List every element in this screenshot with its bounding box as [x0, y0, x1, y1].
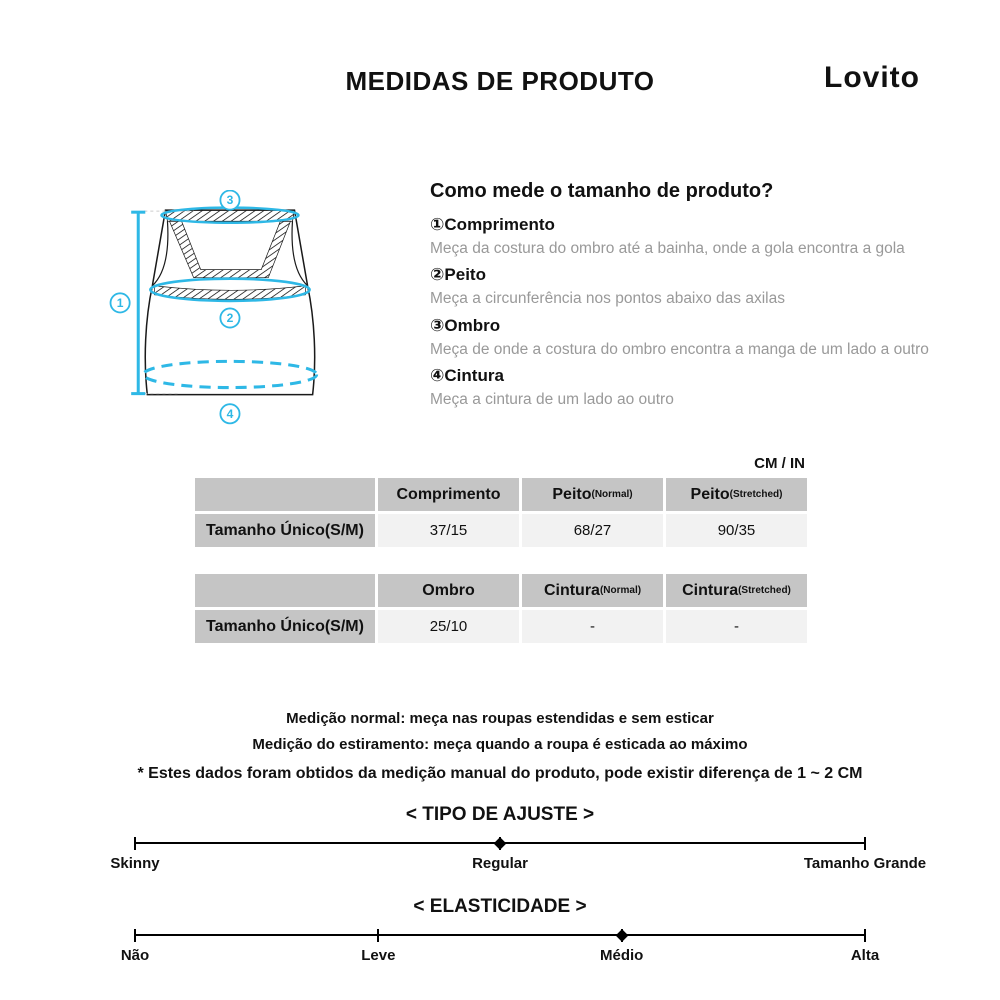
table1-value-comprimento: 37/15 [378, 514, 519, 547]
tick-nao [134, 929, 136, 942]
guide-desc-4: Meça a cintura de um lado ao outro [430, 391, 674, 409]
measurement-table-2 [195, 574, 807, 643]
table1-row-label: Tamanho Único(S/M) [195, 514, 375, 547]
table2-corner-cell [195, 574, 375, 607]
tick-tamanho-grande [864, 837, 866, 850]
guide-label-1: Comprimento [444, 215, 555, 234]
table1-header-peito-normal [522, 478, 663, 511]
guide-item-ombro [430, 316, 940, 336]
label-medio: Médio [599, 947, 644, 964]
measurement-notes [0, 710, 1000, 783]
table1-header-peito-stretched [666, 478, 807, 511]
table2-value-cintura-normal: - [522, 610, 663, 643]
table2-header-ombro [378, 574, 519, 607]
table1-corner-cell [195, 478, 375, 511]
garment-top-band [165, 210, 294, 221]
tick-skinny [134, 837, 136, 850]
marker-1-length [111, 293, 130, 312]
label-tamanho-grande: Tamanho Grande [803, 855, 927, 872]
table2-header-cintura-stretched [666, 574, 807, 607]
elasticity-marker-diamond [615, 929, 628, 942]
unit-label: CM / IN [754, 455, 805, 472]
header-label: Comprimento [396, 485, 501, 503]
guide-item-cintura [430, 366, 940, 386]
guide-label-2: Peito [444, 265, 486, 285]
marker-2-chest [220, 308, 239, 327]
fit-type-scale [110, 804, 927, 875]
table1-header-comprimento [378, 478, 519, 511]
label-leve: Leve [361, 947, 396, 964]
elasticity-scale [120, 896, 880, 967]
header-label: Cintura [682, 581, 739, 599]
header-sub: (Stretched) [729, 489, 783, 500]
header-label: Cintura [543, 581, 600, 599]
fit-type-labels [110, 855, 927, 875]
guide-item-peito [430, 265, 940, 285]
header-sub: (Stretched) [738, 585, 791, 596]
guide-label-3: Ombro [444, 315, 501, 335]
header-sub: (Normal) [591, 489, 633, 500]
header-label: Peito [690, 485, 730, 503]
brand-logo: Lovito [824, 61, 920, 94]
fit-type-track [135, 842, 865, 844]
elasticity-labels [120, 947, 880, 967]
svg-text:4: 4 [226, 406, 234, 421]
header-label: Peito [552, 485, 592, 503]
table2-value-ombro: 25/10 [378, 610, 519, 643]
measurement-table-1 [195, 478, 807, 547]
tick-alta [864, 929, 866, 942]
elasticity-title: < ELASTICIDADE > [413, 896, 587, 917]
measure-guide [430, 180, 940, 417]
guide-title: Como mede o tamanho de produto? [430, 180, 774, 202]
guide-num-4: ④ [430, 366, 445, 386]
label-alta: Alta [850, 947, 880, 964]
label-nao: Não [120, 947, 150, 964]
note-disclaimer: * Estes dados foram obtidos da medição manual do produto, pode existir diferença de 1 ~ 2 CM [137, 765, 863, 782]
guide-num-3: ③ [430, 315, 445, 335]
header-sub: (Normal) [599, 585, 642, 596]
guide-desc-3: Meça de onde a costura do ombro encontra a manga de um lado a outro [430, 340, 929, 358]
table2-value-cintura-stretched: - [666, 610, 807, 643]
guide-num-2: ② [430, 265, 445, 285]
table1-value-peito-normal: 68/27 [522, 514, 663, 547]
guide-desc-2: Meça a circunferência nos pontos abaixo das axilas [430, 290, 785, 308]
tank-top-illustration [108, 190, 360, 442]
tick-leve [377, 929, 379, 942]
svg-text:3: 3 [226, 193, 234, 208]
fit-type-title: < TIPO DE AJUSTE > [405, 804, 595, 825]
elasticity-track [135, 934, 865, 936]
garment-diagram [108, 190, 360, 447]
table2-header-cintura-normal [522, 574, 663, 607]
marker-4-waist [220, 404, 239, 423]
note-stretch: Medição do estiramento: meça quando a roupa é esticada ao máximo [252, 736, 748, 753]
label-regular: Regular [472, 855, 528, 872]
guide-item-comprimento [430, 215, 940, 235]
marker-3-shoulder [220, 191, 239, 210]
guide-num-1: ① [430, 215, 445, 234]
svg-text:2: 2 [226, 311, 234, 326]
header-label: Ombro [422, 581, 475, 599]
page-title: MEDIDAS DE PRODUTO [345, 66, 655, 96]
fit-type-marker-diamond [494, 837, 507, 850]
garment-body [145, 210, 314, 394]
svg-text:1: 1 [116, 295, 124, 310]
table2-row-label: Tamanho Único(S/M) [195, 610, 375, 643]
label-skinny: Skinny [110, 855, 160, 872]
guide-desc-1: Meça da costura do ombro até a bainha, onde a gola encontra a gola [430, 240, 905, 257]
guide-label-4: Cintura [444, 366, 504, 386]
table1-value-peito-stretched: 90/35 [666, 514, 807, 547]
note-normal: Medição normal: meça nas roupas estendidas e sem esticar [286, 710, 714, 727]
